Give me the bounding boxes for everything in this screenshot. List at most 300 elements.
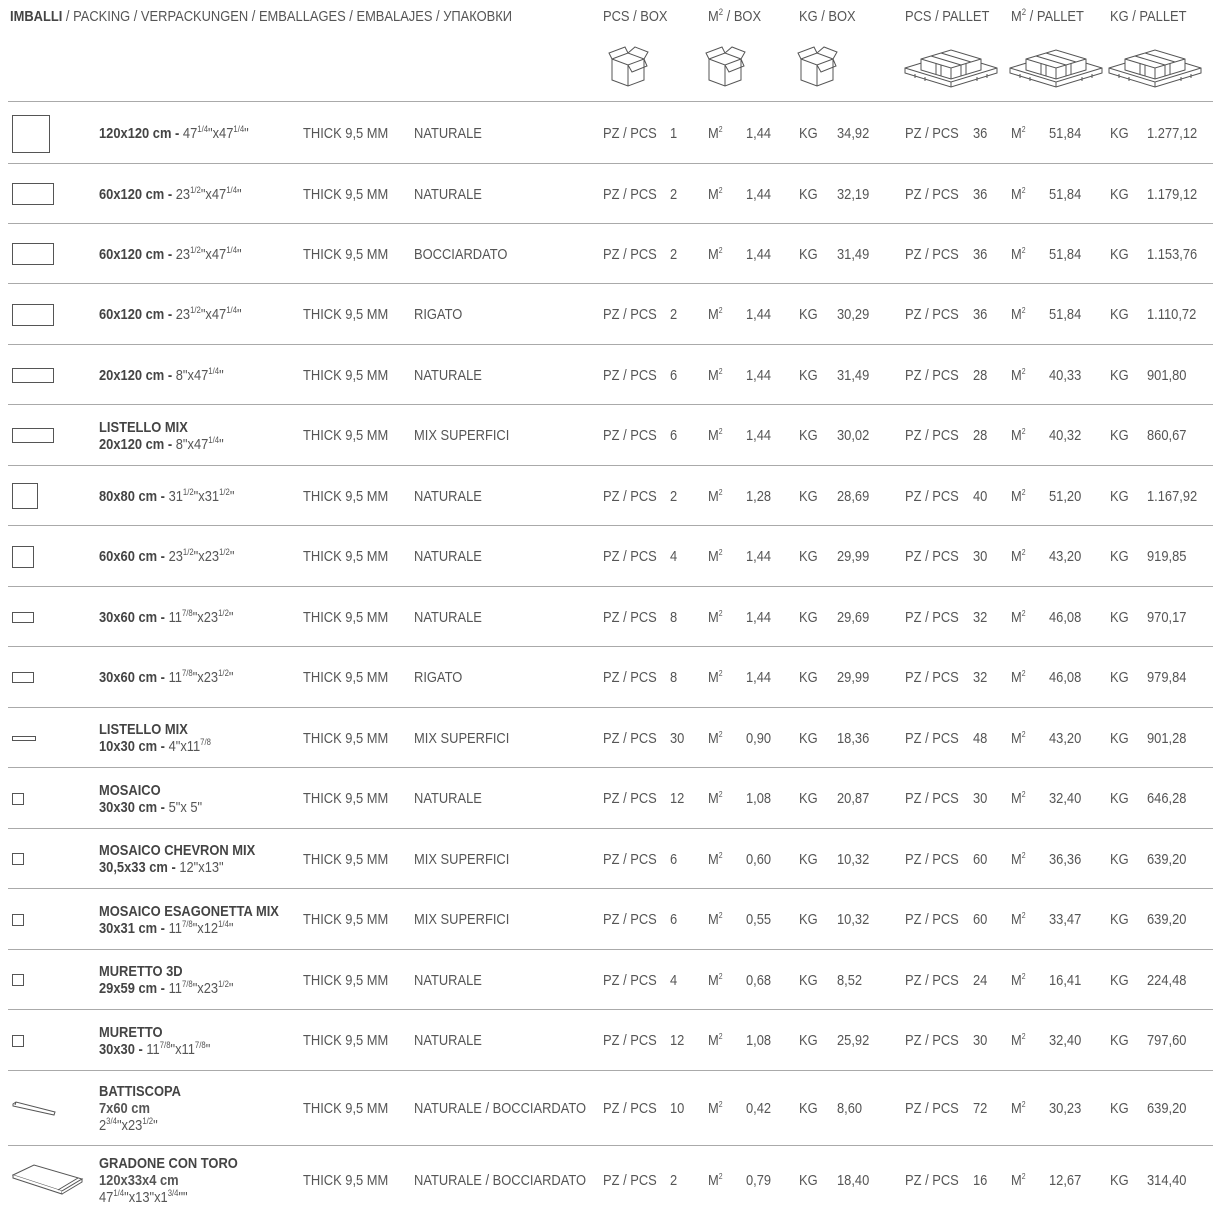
kg-box-label: KG	[799, 1032, 818, 1049]
product-name: MURETTO 3D	[99, 963, 183, 980]
kg-box-label: KG	[799, 245, 818, 263]
finish: MIX SUPERFICI	[414, 911, 510, 928]
kg-box-label: KG	[799, 306, 818, 323]
kg-box-label: KG	[799, 185, 818, 203]
product-name: GRADONE CON TORO	[99, 1154, 238, 1172]
table-row	[0, 1010, 1213, 1071]
m2-box-value: 0,90	[746, 729, 772, 747]
pcs-pallet-label: PZ / PCS	[905, 306, 959, 323]
pcs-box-label: PZ / PCS	[603, 1100, 657, 1117]
col-header-kg-box: KG / BOX	[799, 8, 856, 25]
pcs-box-value: 2	[670, 245, 678, 263]
pcs-pallet-label: PZ / PCS	[905, 1032, 959, 1049]
tile-shape-icon	[12, 1035, 24, 1047]
pcs-pallet-value: 30	[973, 790, 988, 807]
m2-pallet-value: 33,47	[1049, 911, 1082, 928]
kg-box-value: 30,02	[837, 427, 870, 444]
kg-box-label: KG	[799, 729, 818, 747]
col-header-m2-box: $M^2$ / BOX	[708, 7, 762, 25]
table-row	[0, 284, 1213, 345]
pcs-pallet-label: PZ / PCS	[905, 245, 959, 263]
pcs-box-label: PZ / PCS	[603, 850, 657, 868]
table-row	[0, 164, 1213, 224]
product-name: BATTISCOPA	[99, 1083, 181, 1100]
m2-pallet-label: $M^2$	[1011, 608, 1026, 626]
kg-pallet-value: 979,84	[1147, 669, 1187, 686]
m2-box-label: $M^2$	[708, 971, 723, 989]
table-row	[0, 345, 1213, 405]
table-row	[0, 587, 1213, 647]
kg-box-value: 29,69	[837, 608, 870, 626]
pcs-box-label: PZ / PCS	[603, 245, 657, 263]
product-cell	[99, 950, 255, 1010]
kg-pallet-label: KG	[1110, 185, 1129, 203]
thickness: THICK 9,5 MM	[303, 1171, 389, 1189]
tile-shape-icon	[12, 483, 38, 509]
kg-pallet-value: 970,17	[1147, 608, 1187, 626]
m2-box-value: 1,44	[746, 245, 772, 263]
kg-pallet-label: KG	[1110, 911, 1129, 928]
product-cell	[99, 284, 265, 345]
m2-pallet-value: 16,41	[1049, 971, 1082, 989]
thickness: THICK 9,5 MM	[303, 1100, 389, 1117]
table-row	[0, 1146, 1213, 1214]
kg-pallet-label: KG	[1110, 366, 1129, 384]
kg-pallet-label: KG	[1110, 306, 1129, 323]
kg-box-value: 28,69	[837, 487, 870, 505]
pcs-box-label: PZ / PCS	[603, 548, 657, 565]
pallet-icon	[1107, 44, 1203, 88]
product-size: 80x80 cm - $31^{1/2}"x31^{1/2}$"	[99, 486, 235, 505]
m2-box-value: 1,44	[746, 125, 772, 142]
kg-box-value: 20,87	[837, 790, 870, 807]
kg-pallet-label: KG	[1110, 1032, 1129, 1049]
table-row	[0, 708, 1213, 768]
kg-box-value: 34,92	[837, 125, 870, 142]
kg-pallet-label: KG	[1110, 729, 1129, 747]
kg-box-label: KG	[799, 669, 818, 686]
finish: MIX SUPERFICI	[414, 729, 510, 747]
title-bold: IMBALLI	[10, 8, 63, 25]
kg-pallet-label: KG	[1110, 1100, 1129, 1117]
kg-box-value: 30,29	[837, 306, 870, 323]
kg-box-label: KG	[799, 366, 818, 384]
kg-box-value: 25,92	[837, 1032, 870, 1049]
m2-box-label: $M^2$	[708, 1171, 723, 1189]
m2-pallet-label: $M^2$	[1011, 850, 1026, 868]
thickness: THICK 9,5 MM	[303, 729, 389, 747]
kg-pallet-label: KG	[1110, 548, 1129, 565]
tile-shape-icon	[12, 115, 50, 153]
pcs-pallet-value: 24	[973, 971, 988, 989]
pcs-box-label: PZ / PCS	[603, 729, 657, 747]
tile-shape-icon	[12, 183, 54, 205]
table-row	[0, 768, 1213, 829]
finish: NATURALE	[414, 790, 482, 807]
m2-pallet-label: $M^2$	[1011, 125, 1026, 142]
pcs-pallet-label: PZ / PCS	[905, 366, 959, 384]
m2-pallet-value: 32,40	[1049, 1032, 1082, 1049]
product-cell	[99, 708, 229, 768]
m2-pallet-value: 51,84	[1049, 245, 1082, 263]
tile-shape-icon	[12, 428, 54, 443]
finish: NATURALE	[414, 366, 482, 384]
col-header-kg-pallet: KG / PALLET	[1110, 8, 1187, 25]
m2-pallet-label: $M^2$	[1011, 1171, 1026, 1189]
thickness: THICK 9,5 MM	[303, 971, 389, 989]
thickness: THICK 9,5 MM	[303, 911, 389, 928]
m2-pallet-label: $M^2$	[1011, 366, 1026, 384]
table-row	[0, 526, 1213, 587]
m2-pallet-label: $M^2$	[1011, 427, 1026, 444]
thickness: THICK 9,5 MM	[303, 608, 389, 626]
step-shape-icon	[12, 1163, 84, 1197]
product-size: 29x59 cm - $11^{7/8}"x23^{1/2}$"	[99, 979, 234, 997]
pcs-pallet-label: PZ / PCS	[905, 427, 959, 444]
m2-pallet-label: $M^2$	[1011, 185, 1026, 203]
product-name: LISTELLO MIX	[99, 721, 188, 738]
product-size-inch: $2^{3/4}"x23^{1/2}$"	[99, 1116, 158, 1134]
kg-pallet-label: KG	[1110, 850, 1129, 868]
product-cell	[99, 526, 256, 587]
pcs-pallet-value: 36	[973, 185, 988, 203]
kg-box-value: 29,99	[837, 548, 870, 565]
m2-box-label: $M^2$	[708, 1032, 723, 1049]
m2-box-label: $M^2$	[708, 125, 723, 142]
pcs-pallet-value: 48	[973, 729, 988, 747]
thickness: THICK 9,5 MM	[303, 306, 389, 323]
m2-pallet-value: 43,20	[1049, 548, 1082, 565]
pcs-box-value: 12	[670, 1032, 685, 1049]
pcs-pallet-value: 60	[973, 850, 988, 868]
m2-pallet-value: 51,84	[1049, 306, 1082, 323]
pcs-pallet-value: 72	[973, 1100, 988, 1117]
pcs-box-label: PZ / PCS	[603, 427, 657, 444]
pcs-pallet-label: PZ / PCS	[905, 608, 959, 626]
kg-pallet-value: 224,48	[1147, 971, 1187, 989]
pcs-box-value: 2	[670, 1171, 678, 1189]
product-cell	[99, 345, 244, 405]
thickness: THICK 9,5 MM	[303, 427, 389, 444]
m2-pallet-label: $M^2$	[1011, 911, 1026, 928]
product-cell	[99, 889, 308, 950]
tile-shape-icon	[12, 736, 36, 741]
m2-pallet-label: $M^2$	[1011, 790, 1026, 807]
pcs-pallet-label: PZ / PCS	[905, 729, 959, 747]
thickness: THICK 9,5 MM	[303, 366, 389, 384]
m2-pallet-label: $M^2$	[1011, 548, 1026, 565]
product-name: LISTELLO MIX	[99, 418, 188, 436]
m2-box-value: 1,08	[746, 790, 772, 807]
m2-pallet-value: 30,23	[1049, 1100, 1082, 1117]
product-size: 30x60 cm - $11^{7/8}"x23^{1/2}$"	[99, 607, 234, 626]
pcs-pallet-value: 60	[973, 911, 988, 928]
m2-pallet-label: $M^2$	[1011, 1100, 1026, 1117]
pcs-box-label: PZ / PCS	[603, 911, 657, 928]
product-size: 60x60 cm - $23^{1/2}"x23^{1/2}$"	[99, 547, 235, 565]
thickness: THICK 9,5 MM	[303, 487, 389, 505]
finish: NATURALE	[414, 548, 482, 565]
pcs-box-value: 2	[670, 185, 678, 203]
product-size: 20x120 cm - $8"x47^{1/4}$"	[99, 365, 224, 384]
col-header-pcs-pallet: PCS / PALLET	[905, 8, 990, 25]
thickness: THICK 9,5 MM	[303, 1032, 389, 1049]
product-name: MOSAICO ESAGONETTA MIX	[99, 902, 279, 920]
kg-pallet-value: 646,28	[1147, 790, 1187, 807]
product-name: MOSAICO CHEVRON MIX	[99, 842, 256, 859]
thickness: THICK 9,5 MM	[303, 185, 389, 203]
kg-pallet-value: 639,20	[1147, 850, 1187, 868]
m2-pallet-value: 12,67	[1049, 1171, 1082, 1189]
pcs-box-value: 6	[670, 911, 678, 928]
table-row	[0, 950, 1213, 1010]
pcs-box-value: 4	[670, 971, 678, 989]
m2-pallet-value: 46,08	[1049, 608, 1082, 626]
m2-box-value: 1,44	[746, 185, 772, 203]
m2-box-value: 1,44	[746, 669, 772, 686]
kg-pallet-label: KG	[1110, 245, 1129, 263]
kg-pallet-label: KG	[1110, 487, 1129, 505]
m2-box-label: $M^2$	[708, 427, 723, 444]
skirting-shape-icon	[12, 1101, 56, 1117]
pcs-box-label: PZ / PCS	[603, 125, 657, 142]
m2-box-value: 0,68	[746, 971, 772, 989]
kg-box-label: KG	[799, 1100, 818, 1117]
table-row	[0, 103, 1213, 164]
m2-pallet-value: 51,84	[1049, 125, 1082, 142]
finish: NATURALE	[414, 971, 482, 989]
pcs-pallet-label: PZ / PCS	[905, 850, 959, 868]
finish: NATURALE	[414, 608, 482, 626]
pcs-pallet-value: 30	[973, 1032, 988, 1049]
m2-pallet-label: $M^2$	[1011, 306, 1026, 323]
finish: RIGATO	[414, 669, 463, 686]
table-row	[0, 647, 1213, 708]
pcs-pallet-label: PZ / PCS	[905, 125, 959, 142]
tile-shape-icon	[12, 793, 24, 805]
pcs-box-label: PZ / PCS	[603, 1032, 657, 1049]
finish: NATURALE	[414, 125, 482, 142]
m2-box-label: $M^2$	[708, 790, 723, 807]
header-divider	[8, 101, 1213, 102]
thickness: THICK 9,5 MM	[303, 850, 389, 868]
product-size: 60x120 cm - $23^{1/2}"x47^{1/4}$"	[99, 244, 242, 263]
m2-box-label: $M^2$	[708, 185, 723, 203]
pallet-icon	[1008, 44, 1104, 88]
m2-box-value: 1,08	[746, 1032, 772, 1049]
pcs-box-label: PZ / PCS	[603, 608, 657, 626]
product-size: 120x120 cm - $47^{1/4}"x47^{1/4}$"	[99, 124, 249, 142]
kg-box-value: 31,49	[837, 366, 870, 384]
kg-box-value: 8,60	[837, 1100, 863, 1117]
pallet-icon	[903, 44, 999, 88]
pcs-pallet-value: 30	[973, 548, 988, 565]
m2-box-label: $M^2$	[708, 608, 723, 626]
tile-shape-icon	[12, 304, 54, 326]
product-size: 60x120 cm - $23^{1/2}"x47^{1/4}$"	[99, 305, 242, 323]
finish: RIGATO	[414, 306, 463, 323]
thickness: THICK 9,5 MM	[303, 669, 389, 686]
box-icon	[608, 44, 650, 88]
m2-box-value: 1,44	[746, 366, 772, 384]
m2-pallet-value: 40,32	[1049, 427, 1082, 444]
col-header-m2-pallet: $M^2$ / PALLET	[1011, 7, 1084, 25]
kg-box-value: 18,40	[837, 1171, 870, 1189]
tile-shape-icon	[12, 853, 24, 865]
pcs-pallet-label: PZ / PCS	[905, 790, 959, 807]
pcs-pallet-value: 28	[973, 366, 988, 384]
kg-box-value: 29,99	[837, 669, 870, 686]
finish: BOCCIARDATO	[414, 245, 508, 263]
kg-pallet-label: KG	[1110, 608, 1129, 626]
kg-box-label: KG	[799, 487, 818, 505]
kg-pallet-value: 1.179,12	[1147, 185, 1198, 203]
box-icon	[705, 44, 747, 88]
m2-pallet-value: 46,08	[1049, 669, 1082, 686]
pcs-pallet-value: 32	[973, 669, 988, 686]
m2-box-value: 0,79	[746, 1171, 772, 1189]
kg-box-label: KG	[799, 1171, 818, 1189]
product-cell	[99, 164, 265, 224]
product-cell	[99, 829, 281, 889]
pcs-pallet-value: 40	[973, 487, 988, 505]
pcs-box-value: 2	[670, 487, 678, 505]
kg-box-label: KG	[799, 125, 818, 142]
pcs-pallet-value: 16	[973, 1171, 988, 1189]
pcs-pallet-value: 32	[973, 608, 988, 626]
tile-shape-icon	[12, 368, 54, 383]
pcs-box-value: 10	[670, 1100, 685, 1117]
pcs-box-value: 8	[670, 608, 678, 626]
kg-box-value: 10,32	[837, 850, 870, 868]
product-size: 10x30 cm - $4"x11^{7/8}$	[99, 737, 211, 755]
pcs-box-value: 12	[670, 790, 685, 807]
kg-pallet-value: 1.277,12	[1147, 125, 1198, 142]
kg-pallet-label: KG	[1110, 669, 1129, 686]
title-rest: / PACKING / VERPACKUNGEN / EMBALLAGES / EMBALAJES / УПАКОВКИ	[62, 8, 513, 25]
pcs-box-value: 2	[670, 306, 678, 323]
product-size: 30x30 cm - 5"x 5"	[99, 798, 203, 816]
kg-pallet-value: 919,85	[1147, 548, 1187, 565]
product-cell	[99, 224, 265, 284]
pcs-box-label: PZ / PCS	[603, 1171, 657, 1189]
m2-box-value: 1,44	[746, 608, 772, 626]
m2-pallet-value: 51,20	[1049, 487, 1082, 505]
col-header-pcs-box: PCS / BOX	[603, 8, 668, 25]
finish: NATURALE	[414, 1032, 482, 1049]
table-row	[0, 466, 1213, 526]
kg-pallet-value: 639,20	[1147, 1100, 1187, 1117]
pcs-pallet-label: PZ / PCS	[905, 185, 959, 203]
m2-box-label: $M^2$	[708, 729, 723, 747]
thickness: THICK 9,5 MM	[303, 548, 389, 565]
kg-pallet-label: KG	[1110, 790, 1129, 807]
m2-pallet-value: 40,33	[1049, 366, 1082, 384]
tile-shape-icon	[12, 672, 34, 683]
product-cell	[99, 587, 255, 647]
kg-box-label: KG	[799, 790, 818, 807]
kg-pallet-value: 901,28	[1147, 729, 1187, 747]
tile-shape-icon	[12, 612, 34, 623]
kg-box-label: KG	[799, 971, 818, 989]
pcs-pallet-label: PZ / PCS	[905, 971, 959, 989]
pcs-pallet-label: PZ / PCS	[905, 1171, 959, 1189]
kg-pallet-value: 1.153,76	[1147, 245, 1198, 263]
product-size: 60x120 cm - $23^{1/2}"x47^{1/4}$"	[99, 184, 242, 203]
kg-pallet-value: 901,80	[1147, 366, 1187, 384]
pcs-box-label: PZ / PCS	[603, 306, 657, 323]
pcs-box-label: PZ / PCS	[603, 185, 657, 203]
m2-box-label: $M^2$	[708, 850, 723, 868]
pcs-box-label: PZ / PCS	[603, 971, 657, 989]
kg-box-value: 8,52	[837, 971, 863, 989]
product-size-inch: $47^{1/4}"x13"x1^{3/4}$""	[99, 1187, 188, 1206]
m2-pallet-label: $M^2$	[1011, 669, 1026, 686]
m2-pallet-label: $M^2$	[1011, 729, 1026, 747]
m2-pallet-label: $M^2$	[1011, 971, 1026, 989]
kg-pallet-label: KG	[1110, 971, 1129, 989]
kg-box-label: KG	[799, 548, 818, 565]
kg-box-label: KG	[799, 911, 818, 928]
pcs-box-value: 6	[670, 850, 678, 868]
m2-box-value: 1,28	[746, 487, 772, 505]
m2-box-label: $M^2$	[708, 366, 723, 384]
product-size: 120x33x4 cm	[99, 1171, 179, 1189]
box-icon	[797, 44, 839, 88]
pcs-pallet-value: 36	[973, 306, 988, 323]
pcs-pallet-value: 36	[973, 245, 988, 263]
m2-box-label: $M^2$	[708, 306, 723, 323]
m2-box-label: $M^2$	[708, 669, 723, 686]
pcs-box-label: PZ / PCS	[603, 366, 657, 384]
thickness: THICK 9,5 MM	[303, 790, 389, 807]
kg-pallet-value: 314,40	[1147, 1171, 1187, 1189]
kg-pallet-label: KG	[1110, 427, 1129, 444]
m2-box-label: $M^2$	[708, 487, 723, 505]
product-cell	[99, 103, 273, 164]
table-row	[0, 1071, 1213, 1146]
product-size: 30x60 cm - $11^{7/8}"x23^{1/2}$"	[99, 668, 234, 686]
table-row	[0, 889, 1213, 950]
pcs-box-value: 6	[670, 427, 678, 444]
kg-box-value: 31,49	[837, 245, 870, 263]
finish: NATURALE	[414, 185, 482, 203]
pcs-pallet-label: PZ / PCS	[905, 548, 959, 565]
product-size: 7x60 cm	[99, 1100, 150, 1117]
pcs-pallet-value: 36	[973, 125, 988, 142]
product-cell	[99, 405, 244, 466]
product-cell	[99, 1146, 260, 1214]
kg-pallet-label: KG	[1110, 1171, 1129, 1189]
product-cell	[99, 466, 256, 526]
m2-box-value: 0,55	[746, 911, 772, 928]
pcs-box-label: PZ / PCS	[603, 669, 657, 686]
kg-pallet-label: KG	[1110, 125, 1129, 142]
m2-box-value: 0,42	[746, 1100, 772, 1117]
pcs-pallet-label: PZ / PCS	[905, 1100, 959, 1117]
m2-pallet-label: $M^2$	[1011, 487, 1026, 505]
pcs-box-label: PZ / PCS	[603, 790, 657, 807]
kg-pallet-value: 1.167,92	[1147, 487, 1198, 505]
m2-box-label: $M^2$	[708, 548, 723, 565]
finish: NATURALE	[414, 487, 482, 505]
tile-shape-icon	[12, 914, 24, 926]
m2-box-label: $M^2$	[708, 911, 723, 928]
kg-pallet-value: 860,67	[1147, 427, 1187, 444]
tile-shape-icon	[12, 974, 24, 986]
m2-pallet-value: 51,84	[1049, 185, 1082, 203]
pcs-box-value: 6	[670, 366, 678, 384]
